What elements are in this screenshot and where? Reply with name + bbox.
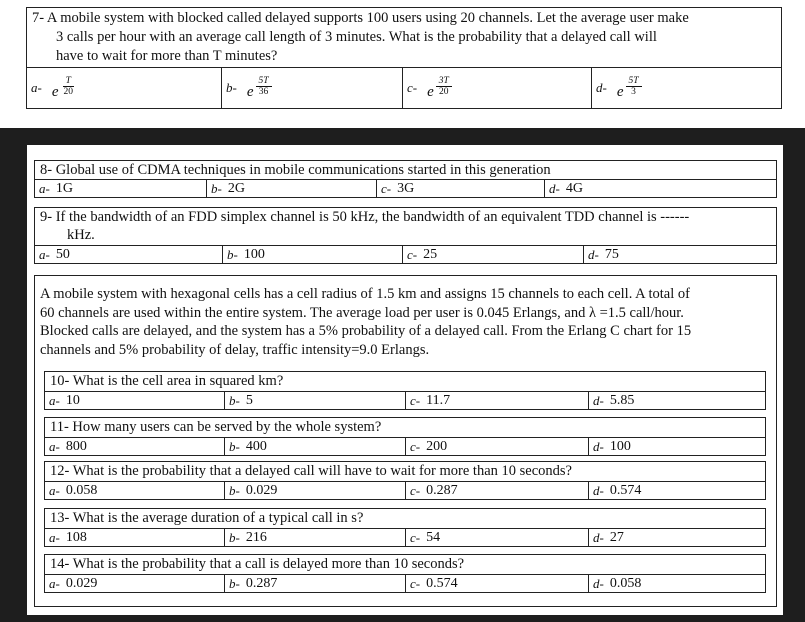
option-label: c- (407, 246, 418, 262)
exponent-base: e (616, 83, 624, 100)
option-text: 0.574 (609, 482, 642, 498)
question-11-option-d[interactable] (589, 438, 765, 455)
question-9-options (34, 245, 777, 264)
question-8-option-d[interactable] (545, 180, 776, 197)
question-12-option-a[interactable] (45, 482, 225, 499)
option-label: b- (226, 80, 237, 95)
option-label: c- (407, 80, 418, 95)
option-label: c- (410, 438, 421, 454)
question-9-option-a[interactable] (35, 246, 223, 263)
option-text: 0.058 (65, 482, 98, 498)
question-11-option-c[interactable] (406, 438, 589, 455)
question-9-option-c[interactable] (403, 246, 584, 263)
fraction-denominator: 3 (631, 86, 636, 97)
option-label: a- (39, 180, 50, 196)
question-13-option-c[interactable] (406, 529, 589, 546)
question-7-options (26, 67, 782, 109)
option-label: a- (49, 438, 60, 454)
question-7-line-1: 7- A mobile system with blocked called delayed supports 100 users using 20 channels. Let the average user make (32, 10, 689, 26)
option-text: 200 (426, 438, 448, 454)
exponential-expression (427, 76, 452, 101)
question-14-option-a[interactable] (45, 575, 225, 592)
exponent-base: e (246, 83, 254, 100)
option-text: 11.7 (426, 392, 451, 408)
scenario-line-1: A mobile system with hexagonal cells has a cell radius of 1.5 km and assigns 15 channels to each cell. A total of (40, 286, 690, 302)
question-14-option-b[interactable] (225, 575, 406, 592)
option-label: b- (229, 438, 240, 454)
option-text: 5 (245, 392, 253, 408)
option-text: 100 (243, 246, 265, 262)
question-7-option-b[interactable] (222, 68, 403, 108)
question-8-option-a[interactable] (35, 180, 207, 197)
question-9-option-b[interactable] (223, 246, 403, 263)
option-text: 0.287 (245, 575, 278, 591)
questions-8-14-panel (27, 145, 783, 615)
option-text: 3G (397, 180, 415, 196)
question-8-option-b[interactable] (207, 180, 377, 197)
option-text: 216 (245, 529, 267, 545)
option-text: 2G (227, 180, 245, 196)
option-text: 0.058 (609, 575, 642, 591)
question-12-option-b[interactable] (225, 482, 406, 499)
option-text: 54 (426, 529, 441, 545)
option-text: 400 (245, 438, 267, 454)
option-text: 100 (609, 438, 631, 454)
option-text: 50 (55, 246, 70, 262)
option-label: c- (410, 392, 421, 408)
option-label: d- (593, 575, 604, 591)
question-10-option-d[interactable] (589, 392, 765, 409)
option-label: d- (593, 482, 604, 498)
option-text: 0.287 (426, 482, 458, 498)
option-label: c- (381, 180, 392, 196)
exponent-fraction (626, 76, 642, 97)
option-label: d- (593, 529, 604, 545)
question-13-option-a[interactable] (45, 529, 225, 546)
option-text: 10 (65, 392, 80, 408)
option-text: 25 (423, 246, 438, 262)
question-10-option-b[interactable] (225, 392, 406, 409)
option-label: b- (229, 575, 240, 591)
question-8-option-c[interactable] (377, 180, 545, 197)
question-7-line-3: have to wait for more than T minutes? (56, 48, 278, 64)
fraction-denominator: 20 (63, 86, 74, 97)
option-text: 5.85 (609, 392, 635, 408)
option-label: d- (549, 180, 560, 196)
option-text: 0.029 (65, 575, 98, 591)
exponent-base: e (51, 83, 59, 100)
question-7-option-d[interactable] (592, 68, 781, 108)
option-label: d- (588, 246, 599, 262)
option-label: b- (229, 529, 240, 545)
exponent-fraction (256, 76, 272, 97)
question-12-text: 12- What is the probability that a delayed call will have to wait for more than 10 seconds? (50, 463, 572, 479)
question-8-options (34, 179, 777, 198)
question-13-option-b[interactable] (225, 529, 406, 546)
option-label: a- (49, 575, 60, 591)
exponent-fraction (61, 76, 77, 97)
fraction-numerator: 3T (436, 76, 452, 87)
question-11-text: 11- How many users can be served by the whole system? (50, 419, 382, 435)
fraction-denominator: 36 (258, 86, 269, 97)
exponential-expression (617, 76, 642, 101)
option-text: 4G (565, 180, 583, 196)
question-10-option-c[interactable] (406, 392, 589, 409)
exponential-expression (52, 76, 76, 101)
question-14-option-c[interactable] (406, 575, 589, 592)
option-label: d- (593, 392, 604, 408)
option-text: 800 (65, 438, 87, 454)
option-label: a- (49, 392, 60, 408)
fraction-denominator: 20 (439, 86, 449, 97)
option-text: 27 (609, 529, 624, 545)
option-label: a- (31, 80, 42, 95)
question-13-option-d[interactable] (589, 529, 765, 546)
question-10-text: 10- What is the cell area in squared km? (50, 373, 284, 389)
question-11-option-a[interactable] (45, 438, 225, 455)
option-label: b- (229, 392, 240, 408)
question-11-option-b[interactable] (225, 438, 406, 455)
option-text: 75 (604, 246, 619, 262)
question-7-option-c[interactable] (403, 68, 592, 108)
exponent-base: e (427, 83, 434, 100)
option-label: c- (410, 529, 421, 545)
option-text: 0.029 (245, 482, 278, 498)
question-12-option-c[interactable] (406, 482, 589, 499)
option-label: b- (211, 180, 222, 196)
question-10-option-a[interactable] (45, 392, 225, 409)
option-text: 0.574 (426, 575, 458, 591)
question-9-line-2: kHz. (67, 227, 95, 243)
option-label: c- (410, 575, 421, 591)
scenario-line-4: channels and 5% probability of delay, traffic intensity=9.0 Erlangs. (40, 342, 430, 358)
scenario-line-3: Blocked calls are delayed, and the system has a 5% probability of a delayed call. From the Erlang C chart for 15 (40, 323, 692, 339)
exponential-expression (247, 76, 272, 101)
question-12-options (44, 481, 766, 500)
fraction-numerator: T (63, 76, 74, 87)
option-label: b- (229, 482, 240, 498)
option-label: a- (49, 529, 60, 545)
option-label: a- (49, 482, 60, 498)
option-text: 108 (65, 529, 87, 545)
option-label: d- (596, 80, 607, 95)
option-label: b- (227, 246, 238, 262)
question-11-options (44, 437, 766, 456)
question-7-option-a[interactable] (27, 68, 222, 108)
question-14-text: 14- What is the probability that a call is delayed more than 10 seconds? (50, 556, 465, 572)
question-9-line-1: 9- If the bandwidth of an FDD simplex channel is 50 kHz, the bandwidth of an equivalent TDD channel is ------ (40, 209, 690, 225)
option-text: 1G (55, 180, 73, 196)
option-label: c- (410, 482, 421, 498)
question-10-options (44, 391, 766, 410)
option-label: a- (39, 246, 50, 262)
question-12-option-d[interactable] (589, 482, 765, 499)
option-label: d- (593, 438, 604, 454)
fraction-numerator: 5T (256, 76, 272, 87)
question-13-options (44, 528, 766, 547)
question-7-line-2: 3 calls per hour with an average call length of 3 minutes. What is the probability that a delayed call will (56, 29, 657, 45)
question-8-text: 8- Global use of CDMA techniques in mobile communications started in this generation (40, 162, 551, 178)
question-14-options (44, 574, 766, 593)
question-13-text: 13- What is the average duration of a typical call in s? (50, 510, 364, 526)
question-9-option-d[interactable] (584, 246, 776, 263)
fraction-numerator: 5T (626, 76, 642, 87)
exponent-fraction (436, 76, 452, 97)
question-7-panel (0, 0, 805, 128)
scenario-line-2: 60 channels are used within the entire system. The average load per user is 0.045 Erlangs, and λ =1.5 call/hour. (40, 305, 684, 321)
question-14-option-d[interactable] (589, 575, 765, 592)
